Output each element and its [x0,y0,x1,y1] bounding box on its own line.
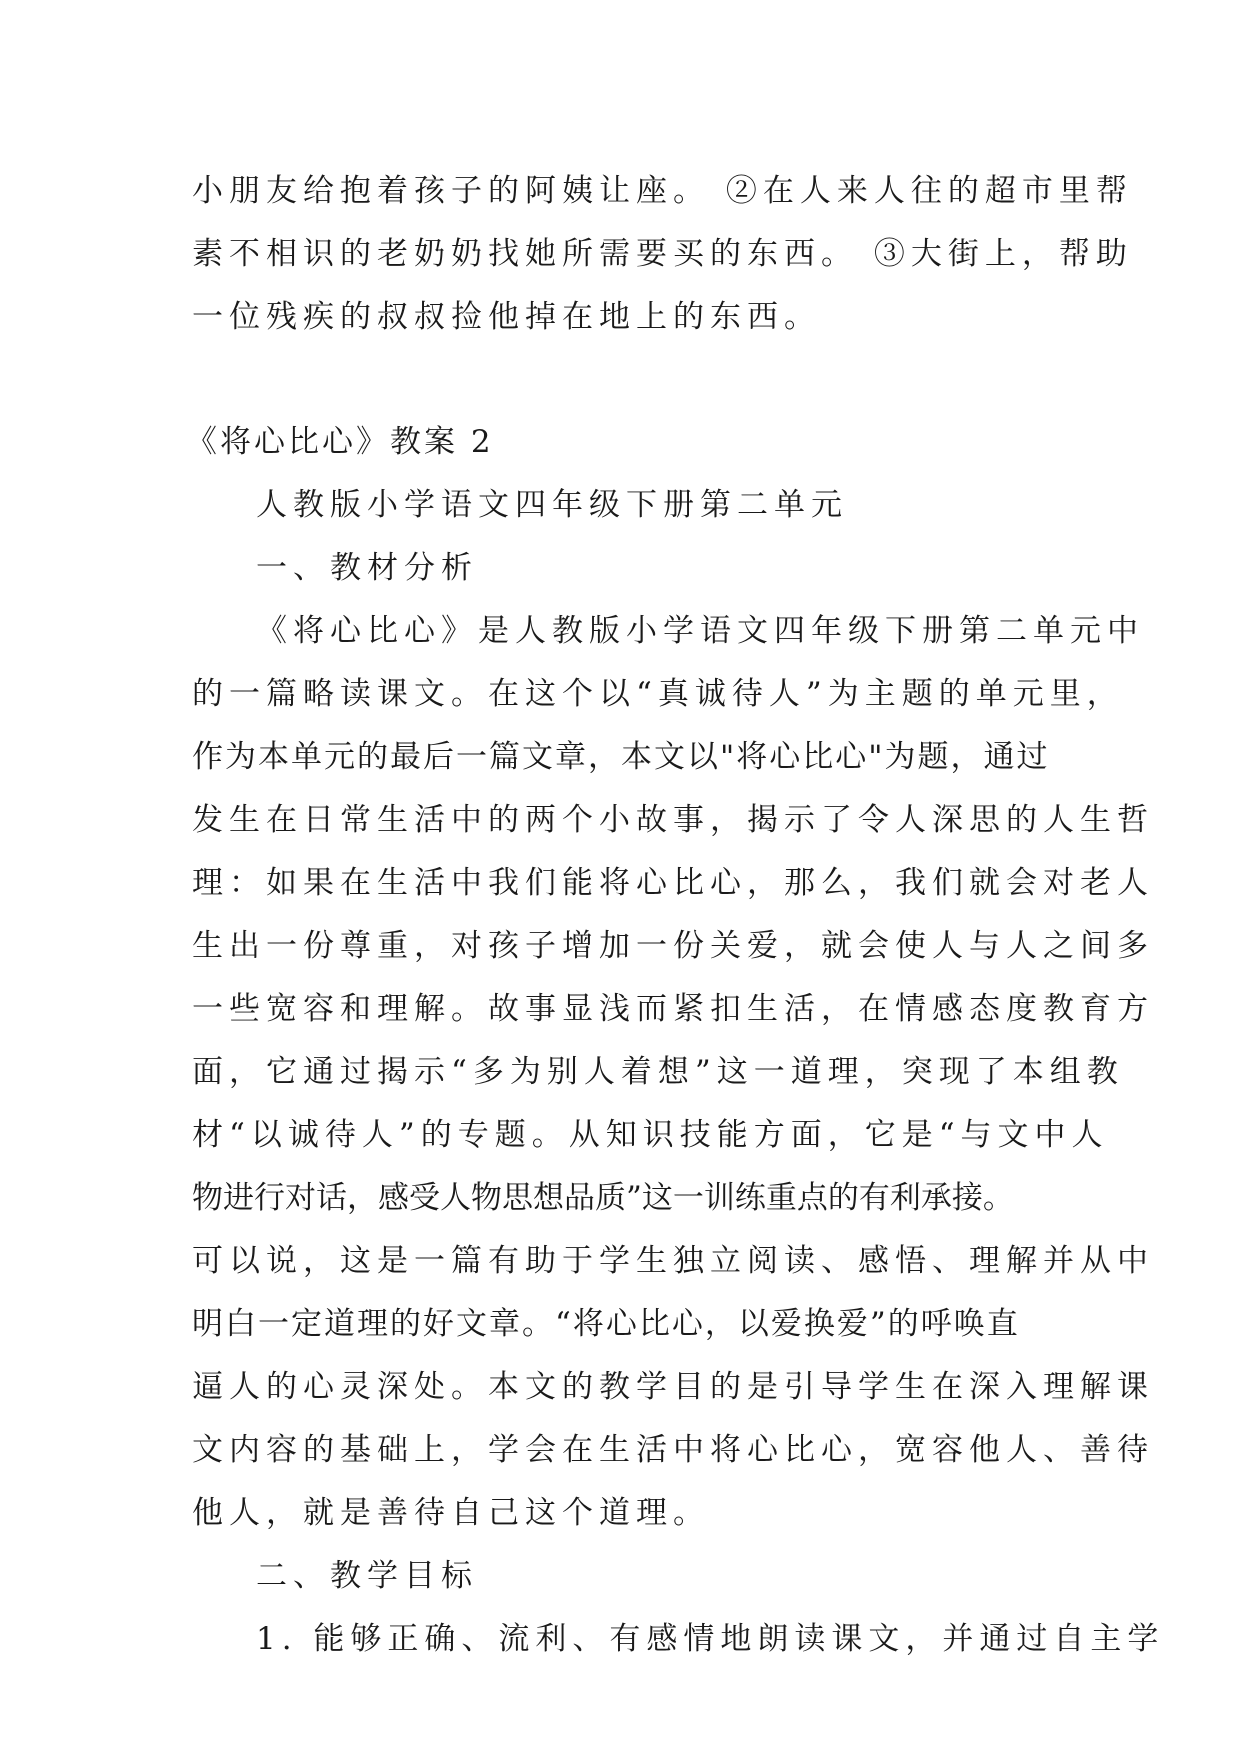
subtitle: 人教版小学语文四年级下册第二单元 [256,487,848,523]
body-line: 的一篇略读课文。在这个以“真诚待人”为主题的单元里， [192,676,1124,712]
body-line: 发生在日常生活中的两个小故事，揭示了令人深思的人生哲 [192,802,1154,838]
body-line: 材“以诚待人”的专题。从知识技能方面，它是“与文中人 [192,1117,1109,1153]
body-line: 他人，就是善待自己这个道理。 [192,1495,710,1531]
body-line: 小朋友给抱着孩子的阿姨让座。 ②在人来人往的超市里帮 [192,173,1133,209]
body-line: 面，它通过揭示“多为别人着想”这一道理，突现了本组教 [192,1054,1124,1090]
heading-teaching-goals: 二、教学目标 [256,1558,478,1594]
heading-textbook-analysis: 一、教材分析 [256,550,478,586]
body-line: 逼人的心灵深处。本文的教学目的是引导学生在深入理解课 [192,1369,1154,1405]
body-line: 《将心比心》是人教版小学语文四年级下册第二单元中 [256,613,1144,649]
body-line: 可以说，这是一篇有助于学生独立阅读、感悟、理解并从中 [192,1243,1154,1279]
body-line: 一些宽容和理解。故事显浅而紧扣生活，在情感态度教育方 [192,991,1154,1027]
body-line: 1. 能够正确、流利、有感情地朗读课文，并通过自主学 [256,1621,1165,1657]
body-line: 作为本单元的最后一篇文章，本文以"将心比心"为题，通过 [192,739,1050,775]
body-line: 生出一份尊重，对孩子增加一份关爱，就会使人与人之间多 [192,928,1154,964]
body-line: 物进行对话，感受人物思想品质”这一训练重点的有利承接。 [192,1180,1014,1216]
section-title: 《将心比心》教案 2 [186,424,494,460]
paragraph-gap [192,349,1052,411]
document-body [186,160,1165,1671]
body-line: 明白一定道理的好文章。“将心比心，以爱换爱”的呼唤直 [192,1306,1020,1342]
body-line: 理：如果在生活中我们能将心比心，那么，我们就会对老人 [192,865,1154,901]
body-line: 素不相识的老奶奶找她所需要买的东西。 ③大街上，帮助 [192,236,1133,272]
body-line: 一位残疾的叔叔捡他掉在地上的东西。 [192,299,821,335]
body-line: 文内容的基础上，学会在生活中将心比心，宽容他人、善待 [192,1432,1154,1468]
